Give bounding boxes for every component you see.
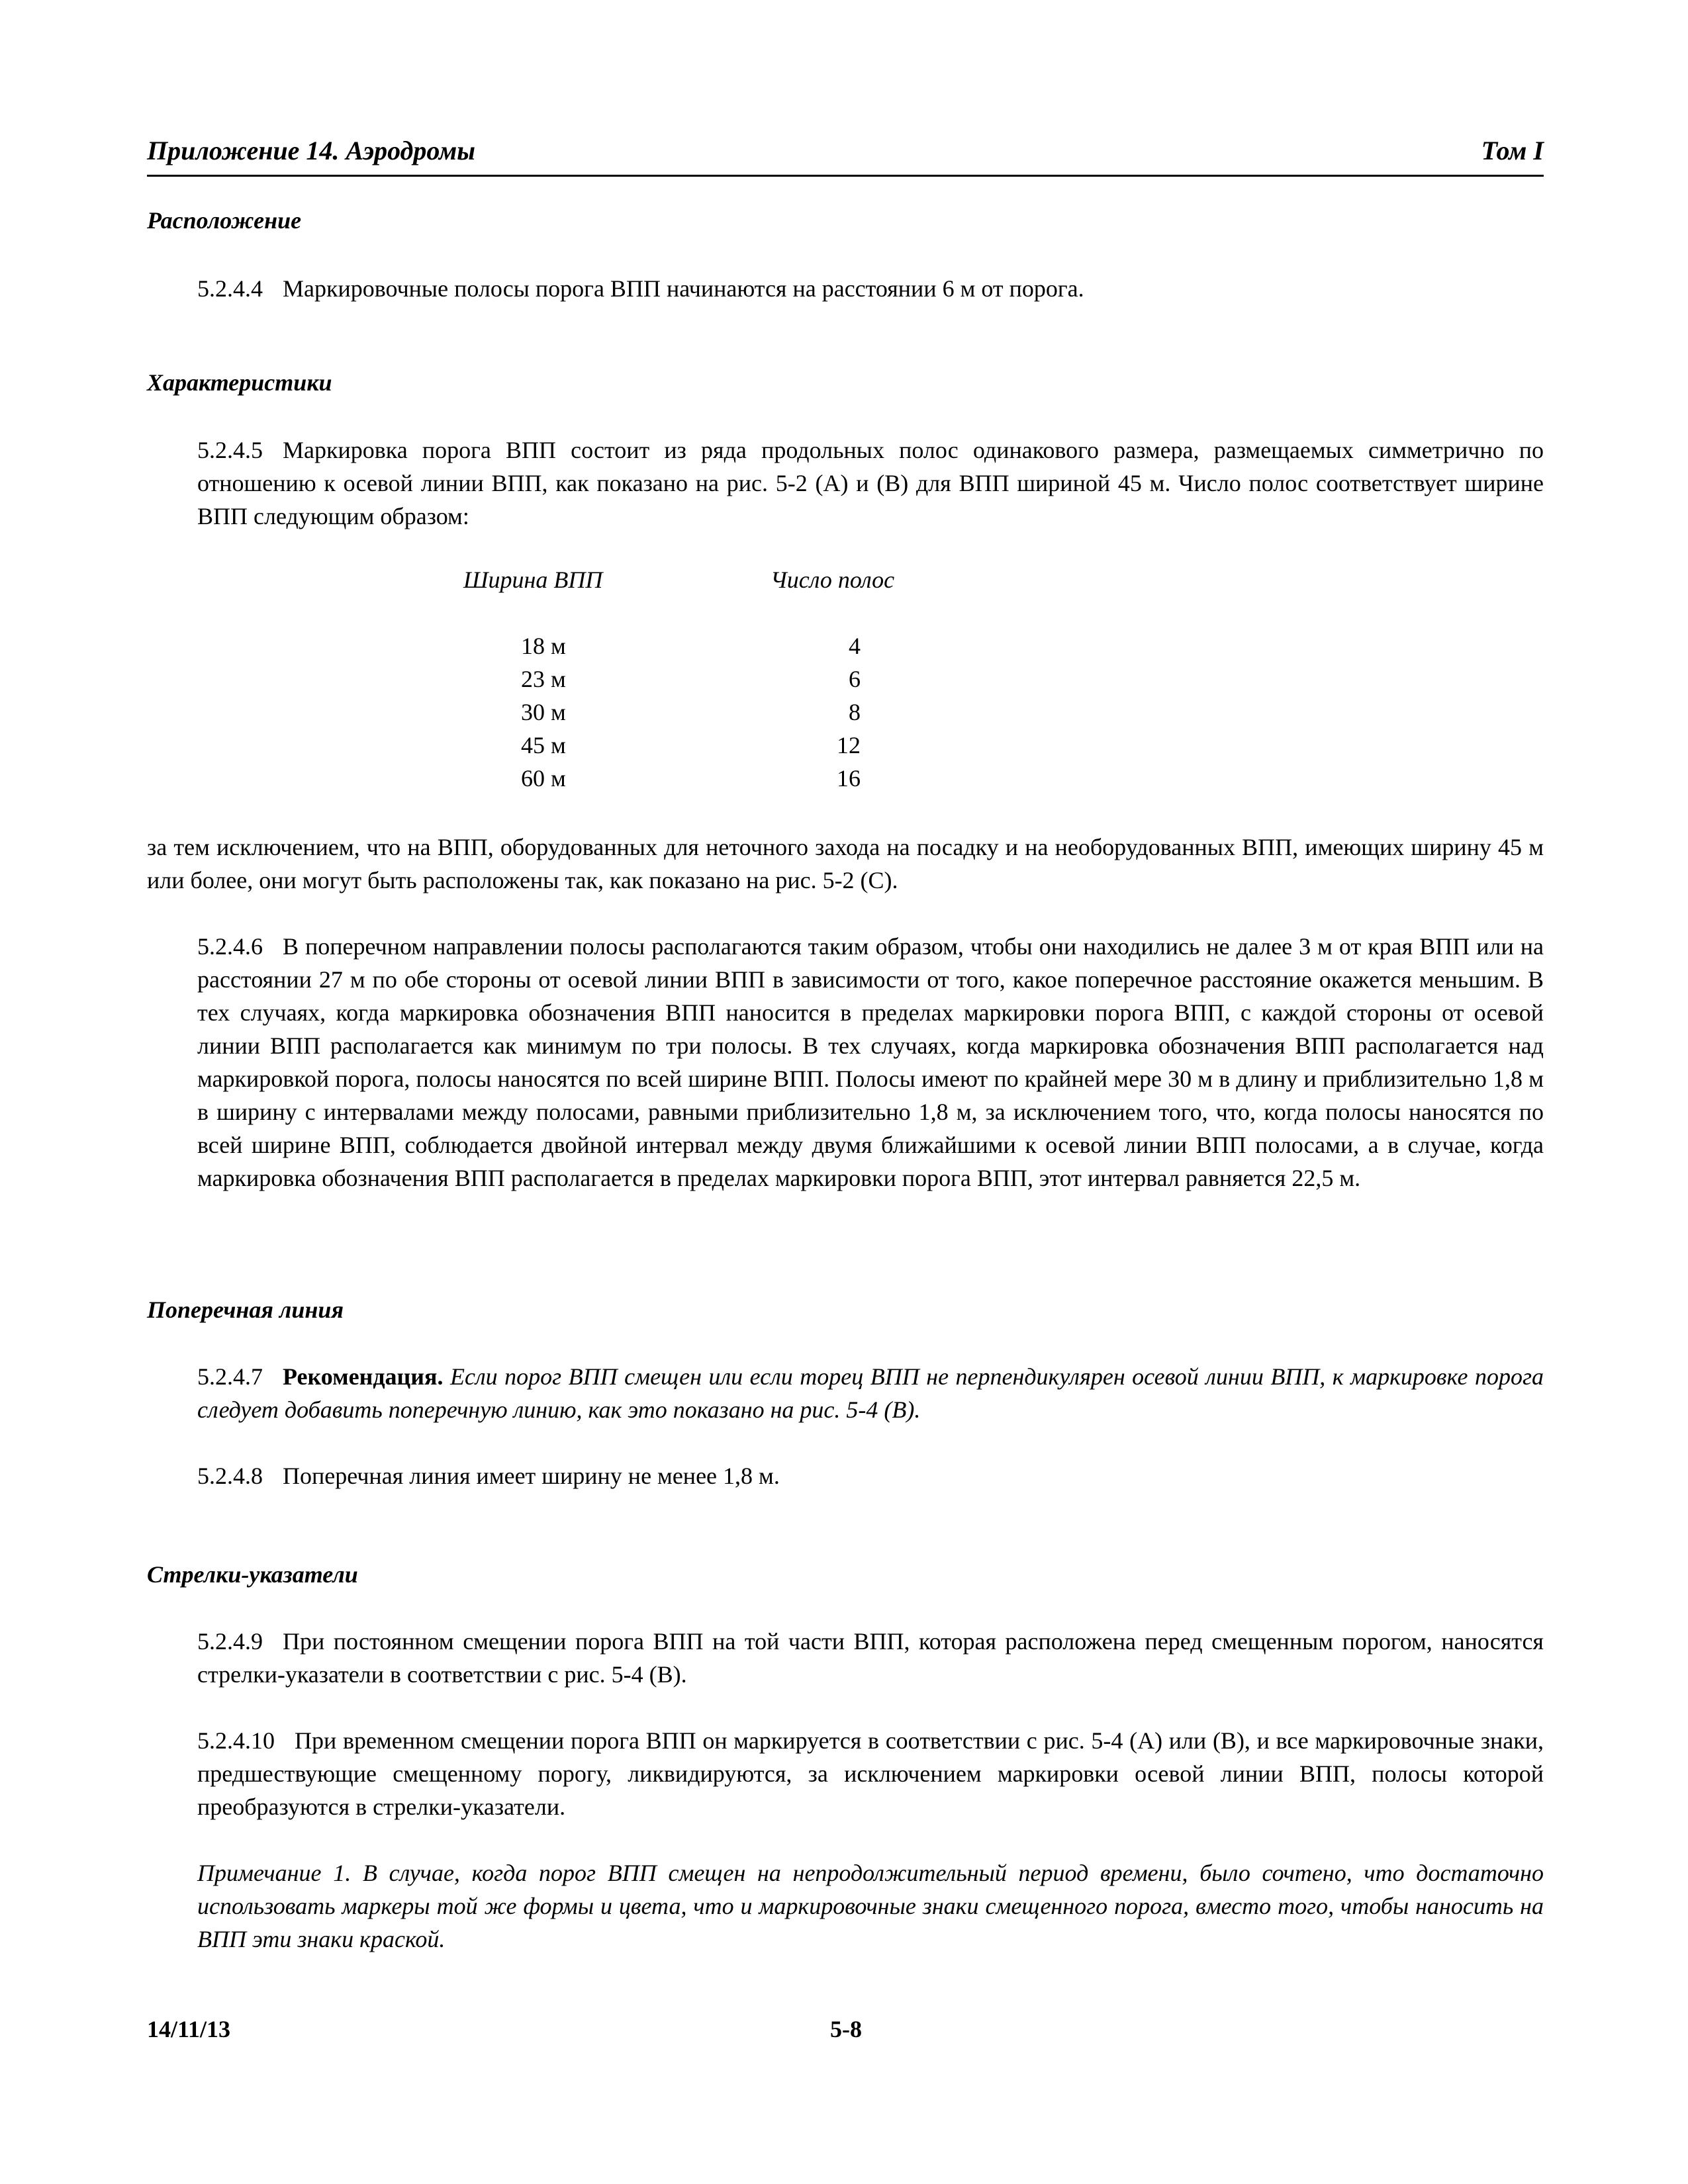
paragraph-text: В поперечном направлении полосы располагаются таким образом, чтобы они находились не далее 3 м от края ВПП или на расстоянии 27 м по обе стороны от осевой линии ВПП в зависимости от того, какое поперечное расстояние окажется меньшим. В тех случаях, когда маркировка обозначения ВПП наносится в пределах маркировки порога ВПП, с каждой стороны от осевой линии ВПП располагается как минимум по три полосы. В тех случаях, когда маркировка обозначения ВПП располагается над маркировкой порога, полосы наносятся по всей ширине ВПП. Полосы имеют по крайней мере 30 м в длину и приблизительно 1,8 м в ширину с интервалами между полосами, равными приблизительно 1,8 м, за исключением того, что, когда полосы наносятся по всей ширине ВПП, соблюдается двойной интервал между двумя ближайшими к осевой линии ВПП полосами, а в случае, когда маркировка обозначения ВПП располагается в пределах маркировки порога ВПП, этот интервал равняется 22,5 м. bbox=[197, 933, 1544, 1191]
paragraph-number: 5.2.4.6 bbox=[197, 933, 263, 960]
header-document-title: Приложение 14. Аэродромы bbox=[147, 136, 476, 165]
paragraph-text: При временном смещении порога ВПП он маркируется в соответствии с рис. 5-4 (А) или (В), и все маркировочные знаки, предшествующие смещенному порогу, ликвидируются, за исключением маркировки осевой линии ВПП, полосы которой преобразуются в стрелки-указатели. bbox=[197, 1727, 1544, 1820]
table-cell-width: 60 м bbox=[521, 765, 566, 792]
footer-date: 14/11/13 bbox=[147, 2016, 231, 2042]
paragraph-5-2-4-10 bbox=[147, 1724, 1544, 1823]
header-volume: Том I bbox=[1481, 136, 1544, 165]
table-cell-width: 23 м bbox=[521, 666, 566, 692]
heading-location: Расположение bbox=[147, 207, 302, 234]
table-row bbox=[463, 632, 861, 665]
paragraph-text: Поперечная линия имеет ширину не менее 1,8 м. bbox=[283, 1463, 780, 1489]
footer-page-number: 5-8 bbox=[830, 2016, 862, 2042]
paragraph-5-2-4-5 bbox=[147, 433, 1544, 533]
table-cell-count: 8 bbox=[849, 699, 861, 725]
paragraph-5-2-4-7 bbox=[147, 1360, 1544, 1426]
heading-transverse-line: Поперечная линия bbox=[147, 1297, 344, 1323]
recommendation-label: Рекомендация. bbox=[283, 1363, 444, 1390]
paragraph-5-2-4-4 bbox=[147, 272, 1544, 305]
paragraph-text: Если порог ВПП смещен или если торец ВПП не перпендикулярен осевой линии ВПП, к маркировке порога следует добавить поперечную линию, как это показано на рис. 5-4 (В). bbox=[197, 1363, 1544, 1423]
table-cell-count: 4 bbox=[849, 633, 861, 659]
paragraph-number: 5.2.4.5 bbox=[197, 437, 263, 463]
paragraph-number: 5.2.4.4 bbox=[197, 275, 263, 302]
paragraph-number: 5.2.4.7 bbox=[197, 1363, 263, 1390]
table-cell-count: 6 bbox=[849, 666, 861, 692]
paragraph-after-table: за тем исключением, что на ВПП, оборудованных для неточного захода на посадку и на необорудованных ВПП, имеющих ширину 45 м или более, они могут быть расположены так, как показано на рис. 5-2 (С). bbox=[147, 834, 1544, 893]
table-cell-count: 12 bbox=[837, 732, 861, 758]
table-header-runway-width: Ширина ВПП bbox=[463, 567, 603, 593]
table-row bbox=[463, 764, 861, 797]
paragraph-text: Маркировочные полосы порога ВПП начинаются на расстоянии 6 м от порога. bbox=[283, 275, 1084, 302]
paragraph-text: При постоянном смещении порога ВПП на той части ВПП, которая расположена перед смещенным порогом, наносятся стрелки-указатели в соответствии с рис. 5-4 (В). bbox=[197, 1628, 1544, 1688]
paragraph-5-2-4-9 bbox=[147, 1625, 1544, 1691]
table-row bbox=[463, 665, 861, 698]
note-1: Примечание 1. В случае, когда порог ВПП смещен на непродолжительный период времени, было сочтено, что достаточно использовать маркеры той же формы и цвета, что и маркировочные знаки смещенного порога, вместо того, чтобы наносить на ВПП эти знаки краской. bbox=[197, 1860, 1544, 1952]
document-page bbox=[147, 0, 1544, 2184]
table-cell-width: 30 м bbox=[521, 699, 566, 725]
table-cell-width: 18 м bbox=[521, 633, 566, 659]
table-row bbox=[463, 698, 861, 731]
paragraph-number: 5.2.4.8 bbox=[197, 1463, 263, 1489]
paragraph-5-2-4-6 bbox=[147, 930, 1544, 1195]
paragraph-number: 5.2.4.9 bbox=[197, 1628, 263, 1655]
heading-arrows: Стрелки-указатели bbox=[147, 1561, 358, 1588]
table-cell-width: 45 м bbox=[521, 732, 566, 758]
paragraph-number: 5.2.4.10 bbox=[197, 1727, 275, 1754]
table-header-stripe-count: Число полос bbox=[771, 567, 895, 593]
heading-characteristics: Характеристики bbox=[147, 369, 332, 396]
page-header bbox=[147, 135, 1544, 177]
table-row bbox=[463, 731, 861, 764]
paragraph-text: Маркировка порога ВПП состоит из ряда продольных полос одинакового размера, размещаемых симметрично по отношению к осевой линии ВПП, как показано на рис. 5-2 (A) и (B) для ВПП шириной 45 м. Число полос соответствует ширине ВПП следующим образом: bbox=[197, 437, 1544, 529]
table-cell-count: 16 bbox=[837, 765, 861, 792]
paragraph-5-2-4-8 bbox=[147, 1459, 1544, 1492]
